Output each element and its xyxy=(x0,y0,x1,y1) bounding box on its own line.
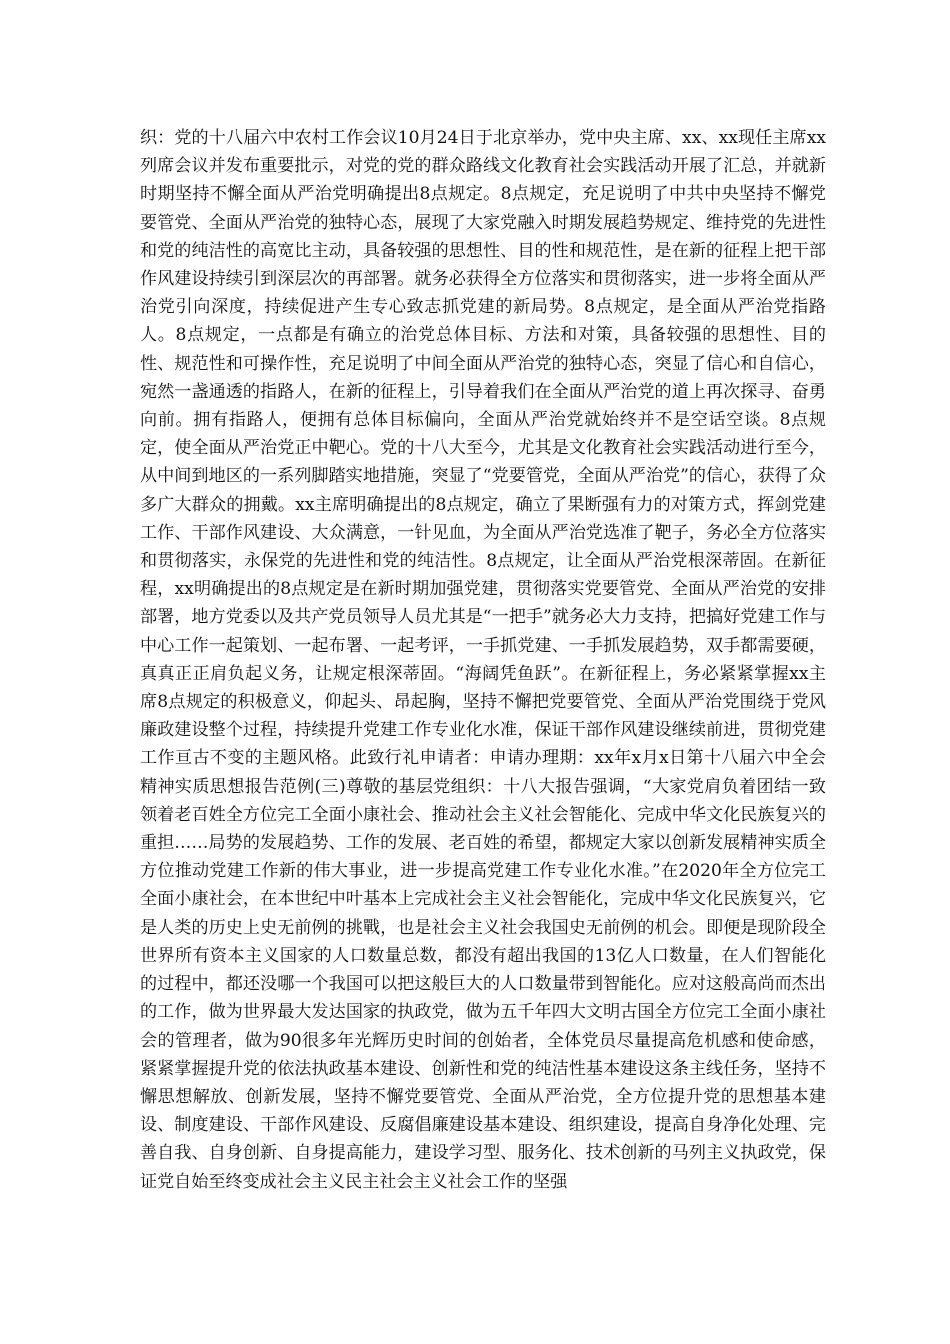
body-paragraph: 织：党的十八届六中农村工作会议10月24日于北京举办，党中央主席、xx、xx现任主席xx列席会议并发布重要批示，对党的党的群众路线文化教育社会实践活动开展了汇总，并就新时期坚持不懈全面从严治党明确提出8点规定。8点规定，充足说明了中共中央坚持不懈党要管党、全面从严治党的独特心态，展现了大家党融入时期发展趋势规定、维持党的先进性和党的纯洁性的高宽比主动，具备较强的思想性、目的性和规范性，是在新的征程上把干部作风建设持续引到深层次的再部署。就务必获得全方位落实和贯彻落实，进一步将全面从严治党引向深度，持续促进产生专心致志抓党建的新局势。8点规定，是全面从严治党指路人。8点规定，一点都是有确立的治党总体目标、方法和对策，具备较强的思想性、目的性、规范性和可操作性，充足说明了中间全面从严治党的独特心态，突显了信心和自信心，宛然一盏通透的指路人，在新的征程上，引导着我们在全面从严治党的道上再次探寻、奋勇向前。拥有指路人，便拥有总体目标偏向，全面从严治党就始终并不是空话空谈。8点规定，使全面从严治党正中靶心。党的十八大至今，尤其是文化教育社会实践活动进行至今，从中间到地区的一系列脚踏实地措施，突显了“党要管党，全面从严治党”的信心，获得了众多广大群众的拥戴。xx主席明确提出的8点规定，确立了果断强有力的对策方式，挥剑党建工作、干部作风建设、大众满意，一针见血，为全面从严治党选准了靶子，务必全方位落实和贯彻落实，永保党的先进性和党的纯洁性。8点规定，让全面从严治党根深蒂固。在新征程，xx明确提出的8点规定是在新时期加强党建，贯彻落实党要管党、全面从严治党的安排部署，地方党委以及共产党员领导人员尤其是“一把手”就务必大力支持，把搞好党建工作与中心工作一起策划、一起布署、一起考评，一手抓党建、一手抓发展趋势，双手都需要硬，真真正正肩负起义务，让规定根深蒂固。“海阔凭鱼跃”。在新征程上，务必紧紧掌握xx主席8点规定的积极意义，仰起头、昂起胸，坚持不懈把党要管党、全面从严治党围绕于党风廉政建设整个过程，持续提升党建工作专业化水准，保证干部作风建设继续前进，贯彻党建工作亘古不变的主题风格。此致行礼申请者：申请办理期：xx年x月x日第十八届六中全会精神实质思想报告范例(三)尊敬的基层党组织：十八大报告强调，“大家党肩负着团结一致领着老百姓全方位完工全面小康社会、推动社会主义社会智能化、完成中华文化民族复兴的重担……局势的发展趋势、工作的发展、老百姓的希望，都规定大家以创新发展精神实质全方位推动党建工作新的伟大事业，进一步提高党建工作专业化水准。”在2020年全方位完工全面小康社会，在本世纪中叶基本上完成社会主义社会智能化，完成中华文化民族复兴，它是人类的历史上史无前例的挑戰，也是社会主义社会我国史无前例的机会。即便是现阶段全世界所有资本主义国家的人口数量总数，都没有超出我国的13亿人口数量，在人们智能化的过程中，都还没哪一个我国可以把这般巨大的人口数量带到智能化。应对这般高尚而杰出的工作，做为世界最大发达国家的执政党，做为五千年四大文明古国全方位完工全面小康社会的管理者，做为90很多年光辉历史时间的创始者，全体党员尽量提高危机感和使命感，紧紧掌握提升党的依法执政基本建设、创新性和党的纯洁性基本建设这条主线任务，坚持不懈思想解放、创新发展，坚持不懈党要管党、全面从严治党，全方位提升党的思想基本建设、制度建设、干部作风建设、反腐倡廉建设基本建设、组织建设，提高自身净化处理、完善自我、自身创新、自身提高能力，建设学习型、服务化、技术创新的马列主义执政党，保证党自始至终变成社会主义民主社会主义社会工作的坚强 xyxy=(140,128,826,1192)
